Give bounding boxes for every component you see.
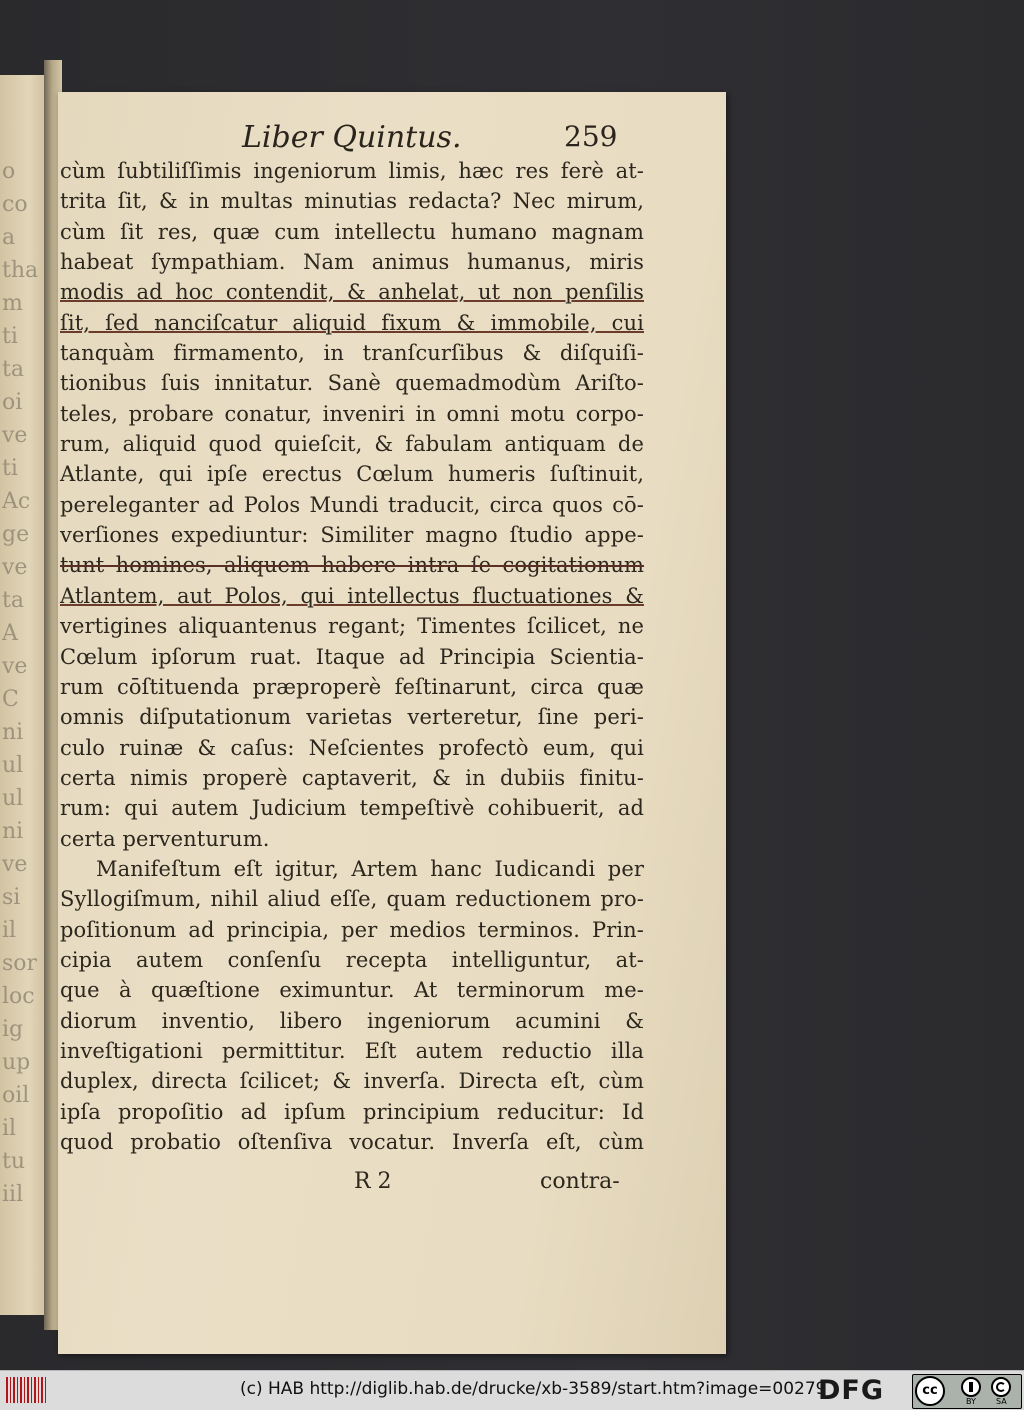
facing-page-fragment: ve [2,423,28,448]
facing-page-fragment: sor [2,951,38,976]
facing-page-fragment: C [2,687,19,712]
text-line: omnis diſputationum varietas verteretur, ſine peri- [60,705,644,730]
text-line-struck: tunt homines, aliquem habere intra ſe cogitationum [60,553,644,578]
text-line: pereleganter ad Polos Mundi traducit, circa quos cō- [60,492,644,517]
facing-page-fragment: ul [2,786,24,811]
facing-page-fragment: si [2,885,21,910]
text-line: rum: qui autem Judicium tempeſtivè cohibuerit, ad [60,796,644,821]
facing-page-fragment: il [2,918,17,943]
facing-page-fragment: ve [2,555,28,580]
facing-page-fragment: iil [2,1182,24,1207]
hab-barcode-icon[interactable] [6,1377,46,1403]
catchword: contra- [540,1169,620,1194]
facing-page-fragment: m [2,291,23,316]
facing-page-fragment: ni [2,720,24,745]
copyright-link[interactable]: (c) HAB http://diglib.hab.de/drucke/xb-3589/start.htm?image=00279 [240,1379,827,1399]
text-line: Atlante, qui ipſe erectus Cœlum humeris ſuſtinuit, [60,462,644,487]
facing-page-fragment: oi [2,390,23,415]
cc-license-badge[interactable] [912,1374,1022,1409]
text-line: tanquàm firmamento, in tranſcurſibus & diſquiſi- [60,341,644,366]
text-line: vertigines aliquantenus regant; Timentes ſcilicet, ne [60,614,644,639]
signature-mark: R 2 [354,1169,392,1194]
facing-page-fragment: ti [2,324,18,349]
facing-page-edge [0,75,48,1315]
running-title: Liber Quintus. [242,120,462,155]
text-line: Cœlum ipſorum ruat. Itaque ad Principia Scientia- [60,644,644,669]
facing-page-fragment: ve [2,654,28,679]
text-line: que à quæſtione eximuntur. At terminorum me- [60,978,644,1003]
facing-page-fragment: ta [2,357,24,382]
text-line: cùm ſit res, quæ cum intellectu humano magnam [60,219,644,244]
facing-page-fragment: loc [2,984,35,1009]
text-line: verſiones expediuntur: Similiter magno ſtudio appe- [60,523,644,548]
facing-page-fragment: ve [2,852,28,877]
text-line: rum, aliquid quod quieſcit, & fabulam antiquam de [60,432,644,457]
book-page [58,92,726,1354]
share-alike-icon [991,1377,1011,1397]
text-line: tionibus ſuis innitatur. Sanè quemadmodùm Ariſto- [60,371,644,396]
text-line: quod probatio oſtenſiva vocatur. Inverſa eſt, cùm [60,1130,644,1154]
dfg-logo[interactable]: DFG [818,1375,885,1406]
text-line: inveſtigationi permittitur. Eſt autem reductio illa [60,1038,644,1063]
facing-page-fragment: ni [2,819,24,844]
text-line-underlined: ſit, ſed nanciſcatur aliquid fixum & immobile, cui [60,310,644,335]
text-line: Syllogiſmum, nihil aliud eſſe, quam reductionem pro- [60,887,644,912]
facing-page-fragment: o [2,159,16,184]
sa-label: SA [996,1397,1007,1406]
text-line: cùm ſubtiliſſimis ingeniorum limis, hæc res ferè at- [60,159,644,183]
text-line: diorum inventio, libero ingeniorum acumini & [60,1008,644,1033]
by-label: BY [966,1397,976,1406]
facing-page-fragment: ti [2,456,18,481]
cc-icon: cc [915,1376,945,1406]
facing-page-fragment: il [2,1116,17,1141]
text-line: certa perventurum. [60,826,270,851]
page-number: 259 [564,120,618,153]
text-line: teles, probare conatur, inveniri in omni motu corpo- [60,401,644,426]
facing-page-fragment: up [2,1050,31,1075]
facing-page-fragment: tha [2,258,39,283]
facing-page-fragment: ta [2,588,24,613]
text-line: culo ruinæ & caſus: Neſcientes profectò eum, qui [60,735,644,760]
facing-page-fragment: Ac [2,489,31,514]
text-line: poſitionum ad principia, per medios terminos. Prin- [60,917,644,942]
text-line: cipia autem conſenſu recepta intelliguntur, at- [60,947,644,972]
text-line-underlined: Atlantem, aut Polos, qui intellectus fluctuationes & [60,583,644,608]
page-header [58,120,726,160]
viewer-footer [0,1370,1024,1410]
facing-page-fragment: oil [2,1083,30,1108]
text-line: certa nimis properè captaverit, & in dubiis finitu- [60,765,644,790]
body-text [60,156,644,1157]
text-line: duplex, directa ſcilicet; & inverſa. Directa eſt, cùm [60,1069,644,1094]
facing-page-fragment: a [2,225,16,250]
facing-page-fragment: ge [2,522,30,547]
text-line: Manifeſtum eſt igitur, Artem hanc Iudicandi per [96,856,644,881]
facing-page-fragment: tu [2,1149,26,1174]
facing-page-fragment: A [2,621,18,646]
facing-page-fragment: ul [2,753,24,778]
text-line: ipſa propoſitio ad ipſum principium reducitur: Id [60,1099,644,1124]
facing-page-fragment: ig [2,1017,24,1042]
text-line: rum cōſtituenda præproperè feſtinarunt, circa quæ [60,674,644,699]
page-footer-line [58,1169,648,1201]
attribution-icon [961,1377,981,1397]
facing-page-fragment: co [2,192,28,217]
text-line: trita ſit, & in multas minutias redacta? Nec mirum, [60,189,644,214]
text-line-underlined: modis ad hoc contendit, & anhelat, ut non penſilis [60,280,644,305]
text-line: habeat ſympathiam. Nam animus humanus, miris [60,250,644,275]
